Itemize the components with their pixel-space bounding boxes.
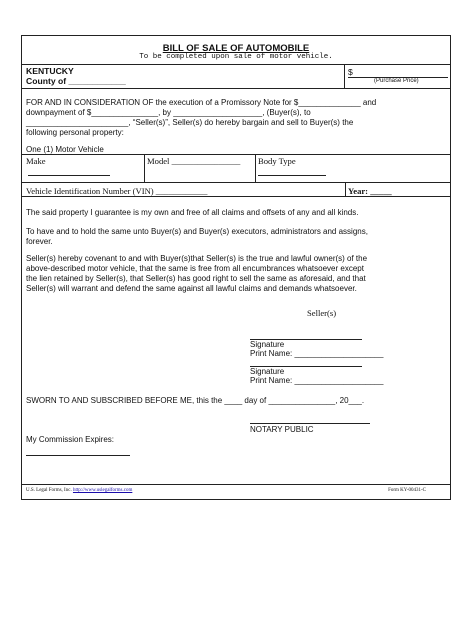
divider-vehicle-top xyxy=(22,154,450,155)
footer-link[interactable]: http://www.uslegalforms.com xyxy=(72,488,133,493)
sellers-label: Seller(s) xyxy=(307,308,337,318)
signature-label-2: Signature xyxy=(250,367,285,376)
model-field[interactable]: Model ________________ xyxy=(147,156,241,166)
sworn-statement: SWORN TO AND SUBSCRIBED BEFORE ME, this the ____ day of _______________, 20___. xyxy=(26,396,365,405)
covenant-line-4: Seller(s) will warrant and defend the same against all lawful claims and demands whatsoever. xyxy=(26,284,357,293)
vin-year-divider xyxy=(345,182,346,196)
year-field[interactable]: Year: _____ xyxy=(348,186,392,196)
body-type-line[interactable] xyxy=(258,175,326,176)
covenant-line-3: the lien retained by Seller(s), that Seller(s) has good right to sell the same as aforesaid, and that xyxy=(26,274,366,283)
footer-company: U.S. Legal Forms, Inc. xyxy=(26,488,72,493)
commission-expires-line[interactable] xyxy=(26,455,130,456)
make-line[interactable] xyxy=(28,175,110,176)
guarantee-paragraph: The said property I guarantee is my own and free of all claims and offsets of any and all kinds. xyxy=(26,208,359,217)
commission-expires-label: My Commission Expires: xyxy=(26,435,115,444)
print-name-field-1[interactable]: Print Name: ____________________ xyxy=(250,349,384,358)
one-motor-vehicle: One (1) Motor Vehicle xyxy=(26,145,104,154)
to-have-line-1: To have and to hold the same unto Buyer(s) and Buyer(s) executors, administrators and assigns, xyxy=(26,227,368,236)
form-subtitle: To be completed upon sale of motor vehicle. xyxy=(139,53,333,61)
notary-public-label: NOTARY PUBLIC xyxy=(250,425,314,434)
body-type-label: Body Type xyxy=(258,156,296,166)
footer-left xyxy=(26,488,132,493)
consideration-line-2: downpayment of $_______________, by ____________________, (Buyer(s), to xyxy=(26,108,311,117)
form-page xyxy=(21,35,451,500)
notary-signature-line[interactable] xyxy=(250,423,370,424)
signature-label-1: Signature xyxy=(250,340,285,349)
covenant-line-1: Seller(s) hereby covenant to and with Buyer(s)that Seller(s) is the true and lawful owner(s) of the xyxy=(26,254,368,263)
covenant-line-2: above-described motor vehicle, that the same is free from all encumbrances whatsoever except xyxy=(26,264,364,273)
form-number: Form KY-00431-C xyxy=(388,488,426,493)
purchase-price-label: (Purchase Price) xyxy=(374,78,419,84)
divider-footer xyxy=(22,484,450,485)
consideration-line-3: _______________________, “Seller(s)”, Seller(s) do hereby bargain and sell to Buyer(s) the xyxy=(26,118,354,127)
state-name: KENTUCKY xyxy=(26,66,74,76)
print-name-field-2[interactable]: Print Name: ____________________ xyxy=(250,376,384,385)
form-title: BILL OF SALE OF AUTOMOBILE xyxy=(162,43,310,54)
consideration-line-4: following personal property: xyxy=(26,128,124,137)
county-field[interactable]: County of ____________ xyxy=(26,76,126,86)
price-dollar: $ xyxy=(348,67,353,77)
make-model-divider xyxy=(144,154,145,182)
vin-field[interactable]: Vehicle Identification Number (VIN) ____________ xyxy=(26,186,208,196)
divider-county xyxy=(22,88,450,89)
make-label: Make xyxy=(26,156,46,166)
model-body-divider xyxy=(255,154,256,182)
to-have-line-2: forever. xyxy=(26,237,53,246)
divider-vin-bottom xyxy=(22,196,450,197)
divider-vin-top xyxy=(22,182,450,183)
price-divider xyxy=(344,64,345,88)
consideration-line-1: FOR AND IN CONSIDERATION OF the execution of a Promissory Note for $______________ and xyxy=(26,98,377,107)
divider-top xyxy=(22,64,450,65)
